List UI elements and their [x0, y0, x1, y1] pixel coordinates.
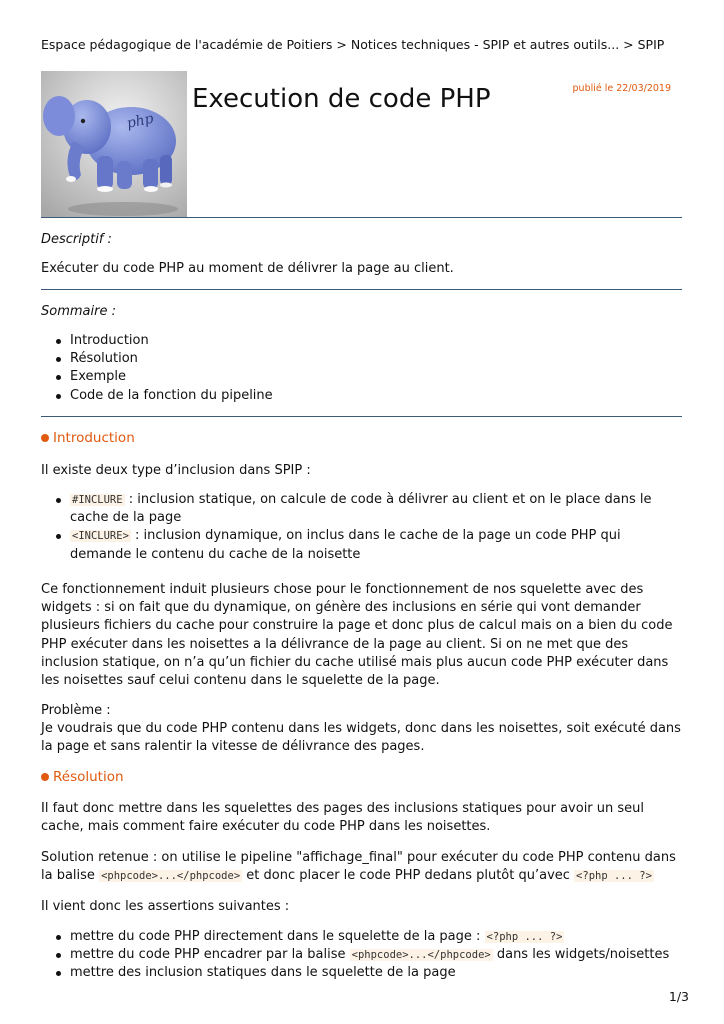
sommaire-item-resolution[interactable]: Résolution [41, 350, 685, 368]
publication-date: publié le 22/03/2019 [572, 83, 671, 94]
php-elephant-image [41, 71, 187, 217]
page-number: 1/3 [668, 989, 689, 1004]
inline-code: <?php ... ?> [486, 931, 563, 943]
inline-code: <?php ... ?> [576, 870, 652, 883]
sommaire-label: Sommaire : [41, 304, 116, 319]
inline-code: <phpcode>...</phpcode> [101, 870, 241, 883]
inline-code: <INCLURE> [72, 530, 129, 543]
sommaire-list [41, 332, 685, 405]
svg-text:php: php [125, 110, 156, 132]
solution-paragraph [41, 849, 685, 885]
section-heading-resolution [41, 769, 124, 785]
paragraph: Ce fonctionnement induit plusieurs chose pour le fonctionnement de nos squelette avec des widgets : si on fait que du dynamique, on génère des inclusions en série qui vont demander plusieurs fichiers du cache pour construire la page et donc plus de calcul mais on a bien du code PHP exécuter dans les noisettes a la délivrance de la page au client. Si on ne met que des inclusion statique, on n’a qu’un fichier du cache utilisé mais plus aucun code PHP exécuter dans les noisettes sauf celui contenu dans le squelette de la page. [41, 582, 673, 689]
divider [41, 416, 682, 417]
sommaire-item-code-pipeline[interactable]: Code de la fonction du pipeline [41, 387, 685, 405]
assertions-intro: Il vient donc les assertions suivantes : [41, 899, 290, 914]
assertion-list [41, 928, 685, 983]
inline-code: #INCLURE [72, 494, 123, 506]
breadcrumb: Espace pédagogique de l'académie de Poitiers > Notices techniques - SPIP et autres outils... > SPIP [41, 37, 665, 52]
php-elephant-icon [41, 71, 187, 217]
sommaire-item-exemple[interactable]: Exemple [41, 368, 685, 386]
probleme-block [41, 702, 685, 757]
descriptif-text: Exécuter du code PHP au moment de délivrer la page au client. [41, 261, 454, 276]
solution-text: et donc placer le code PHP dedans plutôt qu’avec [242, 868, 575, 884]
solution-text: Solution retenue : on utilise le pipeline "affichage_final" pour exécuter du code PHP contenu dans la balise [41, 850, 676, 884]
probleme-label: Problème : [41, 703, 111, 718]
probleme-text: Je voudrais que du code PHP contenu dans les widgets, donc dans les noisettes, soit exécuté dans la page et sans ralentir la vitesse de délivrance des pages. [41, 721, 681, 755]
divider [41, 289, 682, 290]
list-item [41, 527, 685, 563]
section-heading-introduction [41, 430, 135, 446]
descriptif-label: Descriptif : [41, 232, 112, 247]
intro-sentence: Il existe deux type d’inclusion dans SPIP : [41, 463, 311, 478]
list-item-text: mettre du code PHP encadrer par la balise [70, 947, 350, 963]
inclusion-list [41, 491, 685, 564]
section-heading-text: Résolution [53, 769, 124, 785]
divider [41, 217, 682, 218]
list-item-text: dans les widgets/noisettes [492, 947, 670, 963]
bullet-dot-icon [41, 773, 49, 781]
sommaire-item-introduction[interactable]: Introduction [41, 332, 685, 350]
list-item-text: : inclusion statique, on calcule de code à délivrer au client et on le place dans le cache de la page [70, 492, 652, 526]
inline-code: <phpcode>...</phpcode> [351, 949, 491, 962]
section-heading-text: Introduction [53, 430, 135, 446]
paragraph: Il faut donc mettre dans les squelettes des pages des inclusions statiques pour avoir un seul cache, mais comment faire exécuter du code PHP dans les noisettes. [41, 801, 645, 835]
list-item-text: : inclusion dynamique, on inclus dans le cache de la page un code PHP qui demande le contenu du cache de la noisette [70, 528, 621, 562]
bullet-dot-icon [41, 434, 49, 442]
list-item [41, 964, 685, 982]
list-item [41, 946, 685, 964]
list-item-text: mettre des inclusion statiques dans le squelette de la page [70, 965, 456, 981]
page-title: Execution de code PHP [192, 84, 491, 114]
list-item [41, 928, 685, 946]
list-item [41, 491, 685, 527]
list-item-text: mettre du code PHP directement dans le squelette de la page : [70, 929, 485, 944]
